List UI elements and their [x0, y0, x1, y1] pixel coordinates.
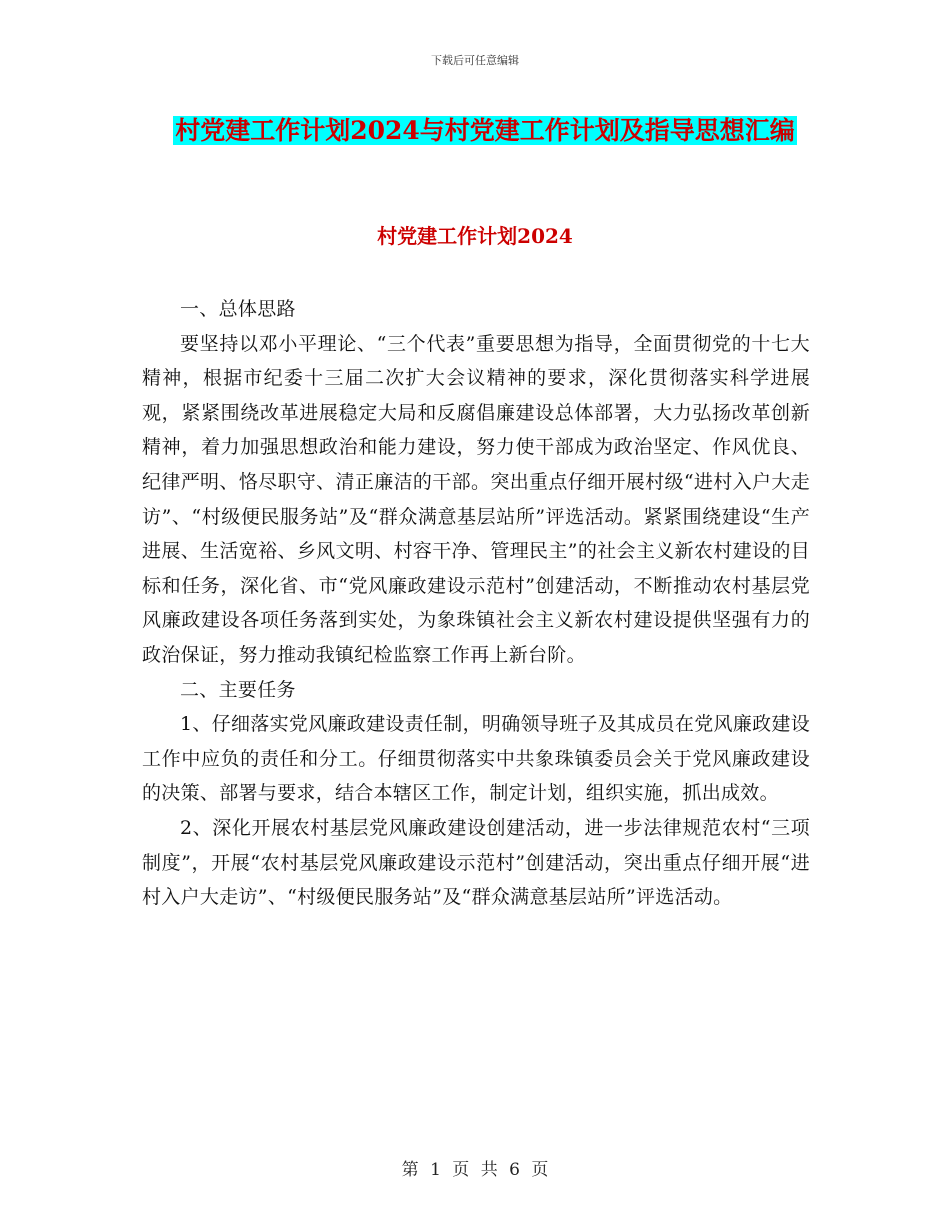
paragraph-task-2: 2、深化开展农村基层党风廉政建设创建活动，进一步法律规范农村“三项制度”，开展“农村基层党风廉政建设示范村”创建活动，突出重点仔细开展“进村入户大走访”、“村级便民服务站”及“群众满意基层站所”评选活动。: [142, 816, 810, 909]
document-title: [140, 108, 830, 154]
heading-main-tasks: 二、主要任务: [180, 678, 296, 701]
document-body: [142, 292, 810, 915]
paragraph-task-1: 1、仔细落实党风廉政建设责任制，明确领导班子及其成员在党风廉政建设工作中应负的责任和分工。仔细贯彻落实中共象珠镇委员会关于党风廉政建设的决策、部署与要求，结合本辖区工作，制定计划，组织实施，抓出成效。: [142, 713, 810, 805]
page-number: 第 1 页 共 6 页: [401, 1160, 549, 1180]
document-title-text: 村党建工作计划2024与村党建工作计划及指导思想汇编: [175, 116, 795, 145]
page-header-note: 下载后可任意编辑: [431, 54, 519, 67]
paragraph-overall-approach: 要坚持以邓小平理论、“三个代表”重要思想为指导，全面贯彻党的十七大精神，根据市纪委十三届二次扩大会议精神的要求，深化贯彻落实科学进展观，紧紧围绕改革进展稳定大局和反腐倡廉建设总体部署，大力弘扬改革创新精神，着力加强思想政治和能力建设，努力使干部成为政治坚定、作风优良、纪律严明、恪尽职守、清正廉洁的干部。突出重点仔细开展村级“进村入户大走访”、“村级便民服务站”及“群众满意基层站所”评选活动。紧紧围绕建设“生产进展、生活宽裕、乡风文明、村容干净、管理民主”的社会主义新农村建设的目标和任务，深化省、市“党风廉政建设示范村”创建活动，不断推动农村基层党风廉政建设各项任务落到实处，为象珠镇社会主义新农村建设提供坚强有力的政治保证，努力推动我镇纪检监察工作再上新台阶。: [142, 332, 810, 666]
section-title: 村党建工作计划2024: [377, 224, 573, 248]
heading-overall-approach: 一、总体思路: [180, 298, 296, 320]
